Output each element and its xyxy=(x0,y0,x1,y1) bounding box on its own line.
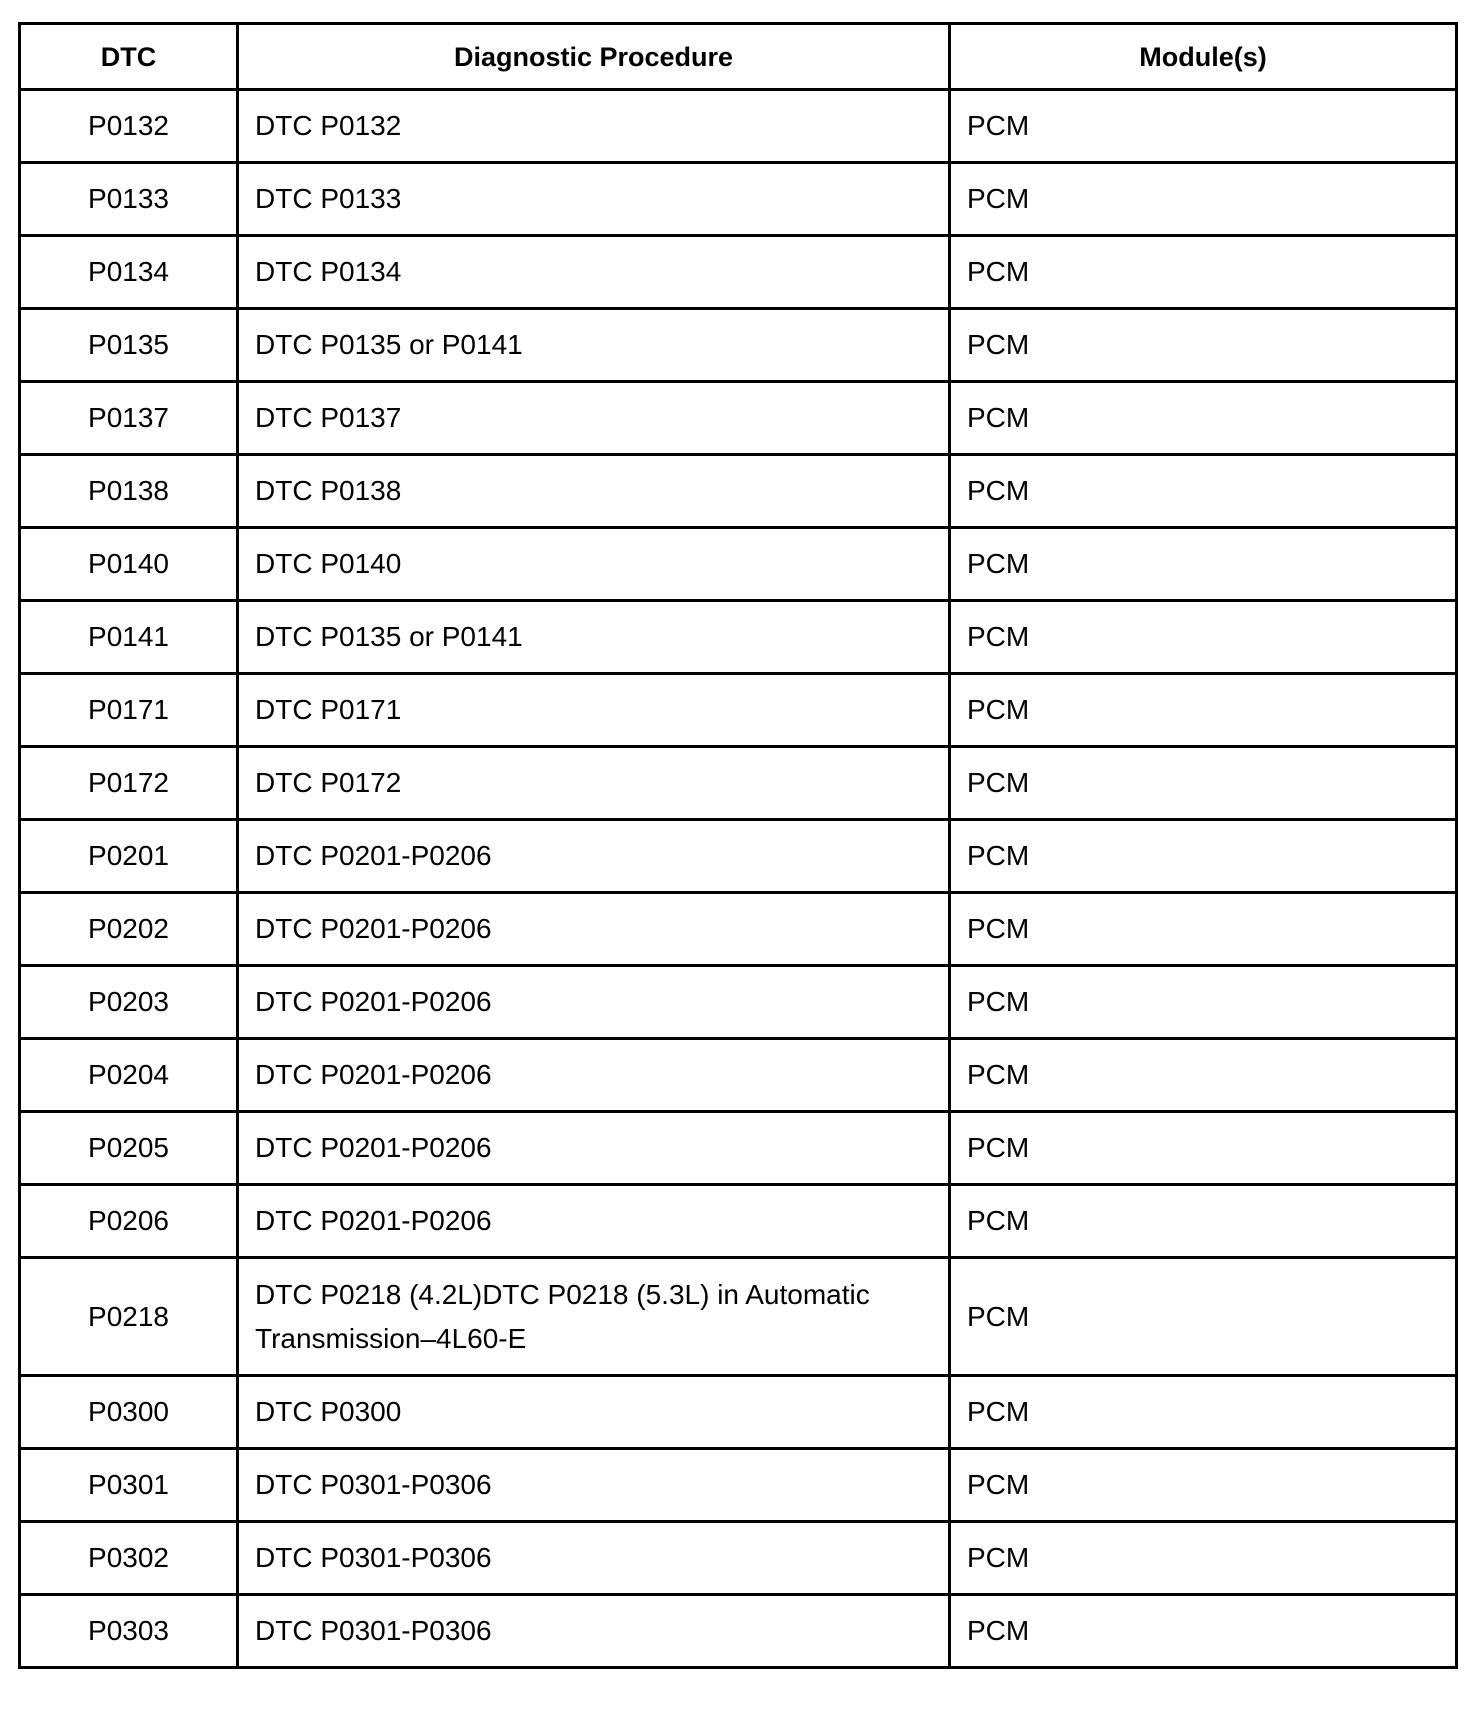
module-cell: PCM xyxy=(950,1112,1457,1185)
procedure-cell: DTC P0172 xyxy=(238,747,950,820)
module-cell: PCM xyxy=(950,90,1457,163)
procedure-cell: DTC P0201-P0206 xyxy=(238,820,950,893)
module-cell: PCM xyxy=(950,163,1457,236)
procedure-cell: DTC P0137 xyxy=(238,382,950,455)
module-cell: PCM xyxy=(950,1595,1457,1668)
module-cell: PCM xyxy=(950,1185,1457,1258)
table-row xyxy=(20,455,1457,528)
dtc-code-cell: P0218 xyxy=(20,1258,238,1376)
header-procedure: Diagnostic Procedure xyxy=(238,24,950,90)
table-row xyxy=(20,1185,1457,1258)
dtc-code-cell: P0204 xyxy=(20,1039,238,1112)
header-row xyxy=(20,24,1457,90)
procedure-cell: DTC P0134 xyxy=(238,236,950,309)
module-cell: PCM xyxy=(950,236,1457,309)
module-cell: PCM xyxy=(950,1039,1457,1112)
module-cell: PCM xyxy=(950,528,1457,601)
procedure-cell: DTC P0171 xyxy=(238,674,950,747)
dtc-code-cell: P0172 xyxy=(20,747,238,820)
procedure-cell: DTC P0133 xyxy=(238,163,950,236)
module-cell: PCM xyxy=(950,1258,1457,1376)
procedure-cell: DTC P0201-P0206 xyxy=(238,893,950,966)
module-cell: PCM xyxy=(950,382,1457,455)
table-row xyxy=(20,1039,1457,1112)
procedure-cell: DTC P0201-P0206 xyxy=(238,966,950,1039)
dtc-table xyxy=(18,22,1458,1669)
procedure-cell: DTC P0300 xyxy=(238,1376,950,1449)
dtc-code-cell: P0202 xyxy=(20,893,238,966)
table-row xyxy=(20,382,1457,455)
dtc-code-cell: P0205 xyxy=(20,1112,238,1185)
table-row xyxy=(20,236,1457,309)
table-row xyxy=(20,820,1457,893)
procedure-cell: DTC P0201-P0206 xyxy=(238,1039,950,1112)
table-row xyxy=(20,966,1457,1039)
module-cell: PCM xyxy=(950,1449,1457,1522)
table-row xyxy=(20,1258,1457,1376)
table-row xyxy=(20,528,1457,601)
module-cell: PCM xyxy=(950,674,1457,747)
dtc-code-cell: P0133 xyxy=(20,163,238,236)
table-row xyxy=(20,90,1457,163)
dtc-code-cell: P0134 xyxy=(20,236,238,309)
procedure-cell: DTC P0138 xyxy=(238,455,950,528)
procedure-cell: DTC P0218 (4.2L)DTC P0218 (5.3L) in Automatic Transmission–4L60-E xyxy=(238,1258,950,1376)
module-cell: PCM xyxy=(950,1522,1457,1595)
table-row xyxy=(20,1595,1457,1668)
dtc-code-cell: P0140 xyxy=(20,528,238,601)
table-row xyxy=(20,1522,1457,1595)
dtc-code-cell: P0135 xyxy=(20,309,238,382)
procedure-cell: DTC P0132 xyxy=(238,90,950,163)
dtc-code-cell: P0132 xyxy=(20,90,238,163)
module-cell: PCM xyxy=(950,455,1457,528)
procedure-cell: DTC P0135 or P0141 xyxy=(238,309,950,382)
table-header xyxy=(20,24,1457,90)
table-row xyxy=(20,1449,1457,1522)
table-row xyxy=(20,1112,1457,1185)
dtc-code-cell: P0203 xyxy=(20,966,238,1039)
module-cell: PCM xyxy=(950,966,1457,1039)
dtc-code-cell: P0141 xyxy=(20,601,238,674)
table-row xyxy=(20,601,1457,674)
procedure-cell: DTC P0140 xyxy=(238,528,950,601)
dtc-code-cell: P0171 xyxy=(20,674,238,747)
header-dtc: DTC xyxy=(20,24,238,90)
dtc-code-cell: P0138 xyxy=(20,455,238,528)
dtc-code-cell: P0300 xyxy=(20,1376,238,1449)
procedure-cell: DTC P0201-P0206 xyxy=(238,1112,950,1185)
module-cell: PCM xyxy=(950,309,1457,382)
procedure-cell: DTC P0135 or P0141 xyxy=(238,601,950,674)
dtc-code-cell: P0201 xyxy=(20,820,238,893)
dtc-code-cell: P0137 xyxy=(20,382,238,455)
table-row xyxy=(20,163,1457,236)
module-cell: PCM xyxy=(950,820,1457,893)
table-body xyxy=(20,90,1457,1668)
procedure-cell: DTC P0301-P0306 xyxy=(238,1522,950,1595)
dtc-code-cell: P0206 xyxy=(20,1185,238,1258)
table-row xyxy=(20,309,1457,382)
dtc-code-cell: P0301 xyxy=(20,1449,238,1522)
procedure-cell: DTC P0201-P0206 xyxy=(238,1185,950,1258)
module-cell: PCM xyxy=(950,601,1457,674)
module-cell: PCM xyxy=(950,893,1457,966)
table-row xyxy=(20,893,1457,966)
table-row xyxy=(20,747,1457,820)
module-cell: PCM xyxy=(950,1376,1457,1449)
table-row xyxy=(20,674,1457,747)
procedure-cell: DTC P0301-P0306 xyxy=(238,1449,950,1522)
table-row xyxy=(20,1376,1457,1449)
procedure-cell: DTC P0301-P0306 xyxy=(238,1595,950,1668)
header-modules: Module(s) xyxy=(950,24,1457,90)
module-cell: PCM xyxy=(950,747,1457,820)
dtc-code-cell: P0302 xyxy=(20,1522,238,1595)
dtc-code-cell: P0303 xyxy=(20,1595,238,1668)
